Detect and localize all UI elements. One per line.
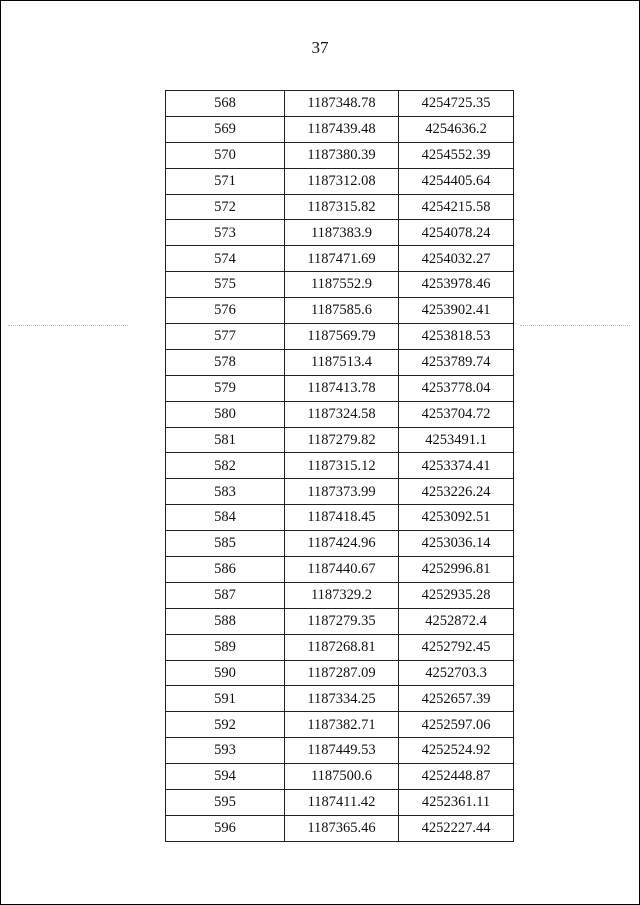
table-row [166, 116, 514, 142]
coordinates-table-body [166, 91, 514, 842]
table-row [166, 246, 514, 272]
y-coordinate-cell: 4254552.39 [399, 142, 514, 168]
point-number-cell: 582 [166, 453, 285, 479]
y-coordinate-cell: 4254032.27 [399, 246, 514, 272]
point-number-cell: 578 [166, 349, 285, 375]
table-row [166, 349, 514, 375]
table-row [166, 557, 514, 583]
y-coordinate-cell: 4252448.87 [399, 764, 514, 790]
y-coordinate-cell: 4252361.11 [399, 790, 514, 816]
point-number-cell: 589 [166, 634, 285, 660]
y-coordinate-cell: 4252996.81 [399, 557, 514, 583]
point-number-cell: 586 [166, 557, 285, 583]
x-coordinate-cell: 1187424.96 [285, 531, 399, 557]
x-coordinate-cell: 1187365.46 [285, 815, 399, 841]
table-row [166, 608, 514, 634]
point-number-cell: 577 [166, 324, 285, 350]
point-number-cell: 568 [166, 91, 285, 117]
point-number-cell: 596 [166, 815, 285, 841]
x-coordinate-cell: 1187411.42 [285, 790, 399, 816]
point-number-cell: 580 [166, 401, 285, 427]
x-coordinate-cell: 1187439.48 [285, 116, 399, 142]
y-coordinate-cell: 4253789.74 [399, 349, 514, 375]
x-coordinate-cell: 1187513.4 [285, 349, 399, 375]
point-number-cell: 581 [166, 427, 285, 453]
point-number-cell: 592 [166, 712, 285, 738]
table-row [166, 738, 514, 764]
y-coordinate-cell: 4252227.44 [399, 815, 514, 841]
table-row [166, 660, 514, 686]
table-row [166, 582, 514, 608]
x-coordinate-cell: 1187500.6 [285, 764, 399, 790]
table-row [166, 272, 514, 298]
table-row [166, 505, 514, 531]
x-coordinate-cell: 1187279.35 [285, 608, 399, 634]
x-coordinate-cell: 1187373.99 [285, 479, 399, 505]
y-coordinate-cell: 4254636.2 [399, 116, 514, 142]
y-coordinate-cell: 4253491.1 [399, 427, 514, 453]
x-coordinate-cell: 1187348.78 [285, 91, 399, 117]
x-coordinate-cell: 1187329.2 [285, 582, 399, 608]
table-row [166, 686, 514, 712]
point-number-cell: 594 [166, 764, 285, 790]
point-number-cell: 571 [166, 168, 285, 194]
x-coordinate-cell: 1187471.69 [285, 246, 399, 272]
table-row [166, 764, 514, 790]
scan-artifact-right [520, 325, 630, 327]
y-coordinate-cell: 4253036.14 [399, 531, 514, 557]
x-coordinate-cell: 1187413.78 [285, 375, 399, 401]
point-number-cell: 574 [166, 246, 285, 272]
x-coordinate-cell: 1187569.79 [285, 324, 399, 350]
table-row [166, 634, 514, 660]
x-coordinate-cell: 1187268.81 [285, 634, 399, 660]
y-coordinate-cell: 4252792.45 [399, 634, 514, 660]
point-number-cell: 593 [166, 738, 285, 764]
y-coordinate-cell: 4254405.64 [399, 168, 514, 194]
x-coordinate-cell: 1187552.9 [285, 272, 399, 298]
point-number-cell: 595 [166, 790, 285, 816]
table-row [166, 375, 514, 401]
table-row [166, 531, 514, 557]
y-coordinate-cell: 4252597.06 [399, 712, 514, 738]
table-row [166, 194, 514, 220]
x-coordinate-cell: 1187315.82 [285, 194, 399, 220]
y-coordinate-cell: 4254215.58 [399, 194, 514, 220]
table-row [166, 298, 514, 324]
table-row [166, 790, 514, 816]
point-number-cell: 588 [166, 608, 285, 634]
y-coordinate-cell: 4254725.35 [399, 91, 514, 117]
point-number-cell: 585 [166, 531, 285, 557]
y-coordinate-cell: 4253374.41 [399, 453, 514, 479]
y-coordinate-cell: 4252935.28 [399, 582, 514, 608]
point-number-cell: 572 [166, 194, 285, 220]
y-coordinate-cell: 4253818.53 [399, 324, 514, 350]
x-coordinate-cell: 1187382.71 [285, 712, 399, 738]
x-coordinate-cell: 1187418.45 [285, 505, 399, 531]
y-coordinate-cell: 4252872.4 [399, 608, 514, 634]
x-coordinate-cell: 1187380.39 [285, 142, 399, 168]
x-coordinate-cell: 1187279.82 [285, 427, 399, 453]
y-coordinate-cell: 4253902.41 [399, 298, 514, 324]
x-coordinate-cell: 1187449.53 [285, 738, 399, 764]
point-number-cell: 587 [166, 582, 285, 608]
x-coordinate-cell: 1187312.08 [285, 168, 399, 194]
y-coordinate-cell: 4252657.39 [399, 686, 514, 712]
table-row [166, 168, 514, 194]
x-coordinate-cell: 1187324.58 [285, 401, 399, 427]
point-number-cell: 569 [166, 116, 285, 142]
y-coordinate-cell: 4253978.46 [399, 272, 514, 298]
table-row [166, 453, 514, 479]
page-number: 37 [311, 38, 329, 57]
table-row [166, 142, 514, 168]
x-coordinate-cell: 1187440.67 [285, 557, 399, 583]
table-row [166, 815, 514, 841]
coordinates-table [165, 90, 514, 842]
scan-artifact-left [8, 325, 128, 327]
point-number-cell: 573 [166, 220, 285, 246]
x-coordinate-cell: 1187334.25 [285, 686, 399, 712]
point-number-cell: 591 [166, 686, 285, 712]
table-row [166, 427, 514, 453]
y-coordinate-cell: 4254078.24 [399, 220, 514, 246]
y-coordinate-cell: 4252703.3 [399, 660, 514, 686]
table-row [166, 324, 514, 350]
point-number-cell: 570 [166, 142, 285, 168]
table-row [166, 220, 514, 246]
table-row [166, 479, 514, 505]
x-coordinate-cell: 1187585.6 [285, 298, 399, 324]
y-coordinate-cell: 4253704.72 [399, 401, 514, 427]
x-coordinate-cell: 1187315.12 [285, 453, 399, 479]
point-number-cell: 579 [166, 375, 285, 401]
x-coordinate-cell: 1187383.9 [285, 220, 399, 246]
y-coordinate-cell: 4253092.51 [399, 505, 514, 531]
y-coordinate-cell: 4253778.04 [399, 375, 514, 401]
point-number-cell: 576 [166, 298, 285, 324]
table-row [166, 712, 514, 738]
y-coordinate-cell: 4253226.24 [399, 479, 514, 505]
point-number-cell: 583 [166, 479, 285, 505]
point-number-cell: 590 [166, 660, 285, 686]
table-row [166, 401, 514, 427]
table-row [166, 91, 514, 117]
x-coordinate-cell: 1187287.09 [285, 660, 399, 686]
point-number-cell: 575 [166, 272, 285, 298]
y-coordinate-cell: 4252524.92 [399, 738, 514, 764]
point-number-cell: 584 [166, 505, 285, 531]
